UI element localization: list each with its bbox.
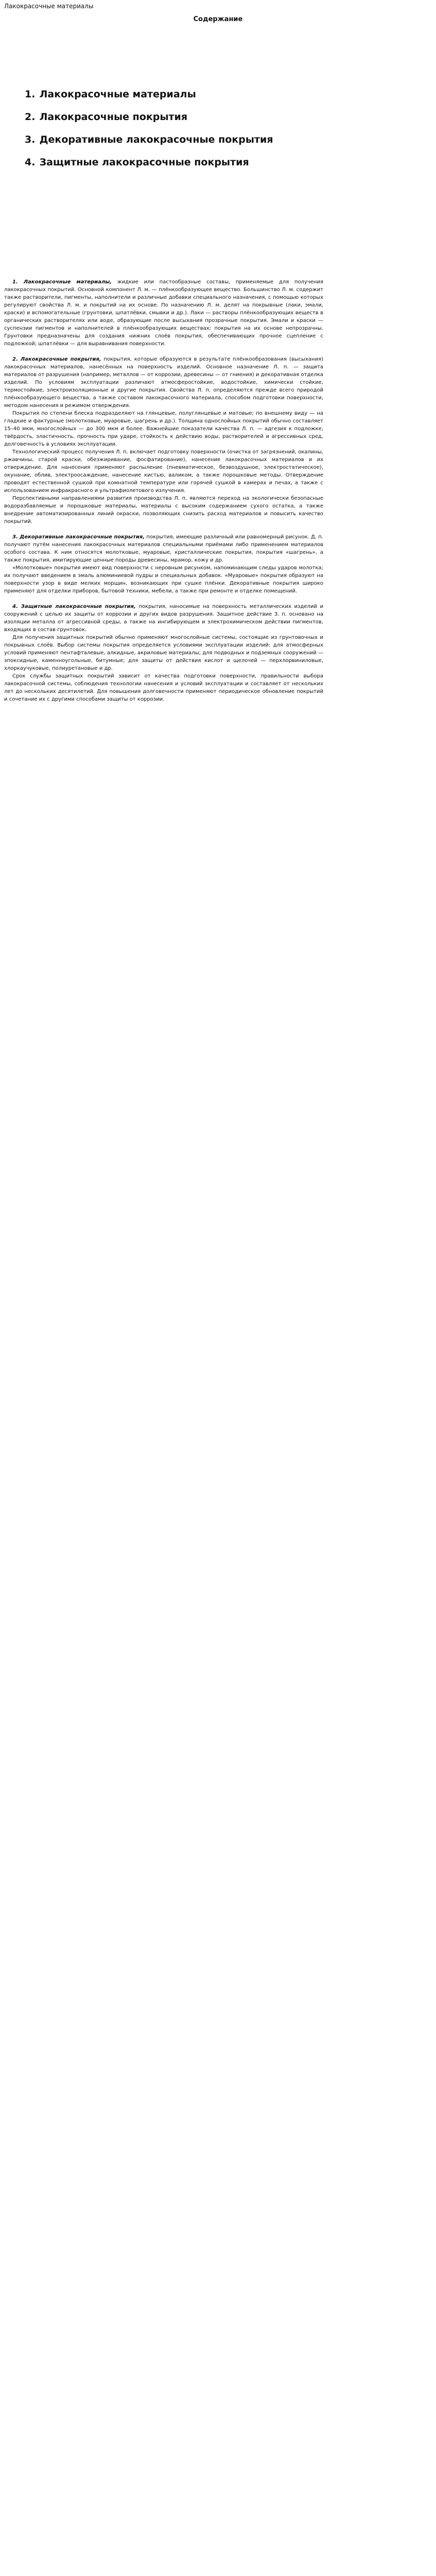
section-4-paragraph	[4, 603, 323, 634]
toc-item-label: Лакокрасочные материалы	[39, 89, 196, 100]
toc-item	[25, 88, 292, 101]
toc-item-number: 2.	[25, 111, 36, 123]
section-1-paragraph	[4, 278, 323, 348]
page-header-title: Лакокрасочные материалы	[4, 3, 94, 10]
toc-item-label: Декоративные лакокрасочные покрытия	[39, 134, 273, 145]
section-3-paragraph-2: «Молотковые» покрытия имеют вид поверхности с неровным рисунком, напоминающим следы ударов молотка; их получают введением в эмаль алюминиевой пудры и специальных добавок. «Муаровые» покрытия образуют на поверхности узор в виде мелких морщин, возникающих при сушке плёнки. Декоративные покрытия широко применяют для отделки приборов, бытовой техники, мебели, а также при ремонте и отделке помещений.	[4, 565, 323, 594]
section-4-lead: 4. Защитные лакокрасочные покрытия,	[12, 604, 136, 609]
section-4-text: покрытия, наносимые на поверхность металлических изделий и сооружений с целью их защиты от коррозии и других видов разрушения. Защитное действие З. п. основано на изоляции металла от агрессивной среды, а также на ингибирующем и электрохимическом действии пигментов, входящих в состав грунтовок.	[4, 604, 323, 633]
section-2-paragraph-3: Технологический процесс получения Л. п. включает подготовку поверхности (очистка от загрязнений, окалины, ржавчины, старой краски, обезжиривание, фосфатирование), нанесение лакокрасочных материалов и их отверждение. Для нанесения применяют распыление (пневматическое, безвоздушное, электростатическое), окунание, облив, электроосаждение, нанесение кистью, валиком, а также порошковые методы. Отверждение проводят естественной сушкой при комнатной температуре или горячей сушкой в камерах и печах, а также с использованием инфракрасного и ультрафиолетового излучения.	[4, 449, 323, 494]
document-body	[4, 278, 323, 703]
section-3-lead: 3. Декоративные лакокрасочные покрытия,	[12, 534, 145, 540]
section-3-text: покрытия, имеющие различный или равномерный рисунок. Д. п. получают путём нанесения лакокрасочных материалов специальными приёмами либо применением материалов особого состава. К ним относятся молотковые, муаровые, кристаллические покрытия, покрытия «шагрень», а также покрытия, имитирующие ценные породы древесины, мрамор, кожу и др.	[4, 534, 323, 563]
section-2-paragraph	[4, 355, 323, 410]
section-2-lead: 2. Лакокрасочные покрытия,	[12, 357, 101, 362]
section-3-paragraph	[4, 533, 323, 564]
toc-item	[25, 133, 292, 146]
toc-item	[25, 110, 292, 124]
toc-item-label: Защитные лакокрасочные покрытия	[39, 157, 249, 168]
section-2-paragraph-4: Перспективными направлениями развития производства Л. п. являются переход на экологически безопасные водоразбавляемые и порошковые материалы, материалы с высоким содержанием сухого остатка, а также внедрение автоматизированных линий окраски, позволяющих снизить расход материалов и повысить качество покрытий.	[4, 496, 323, 524]
section-2-text: покрытия, которые образуются в результате плёнкообразования (высыхания) лакокрасочных материалов, нанесённых на поверхность изделий. Основное назначение Л. п. — защита материалов от разрушения (например, металлов — от коррозии, древесины — от гниения) и декоративная отделка изделий. По условиям эксплуатации различают атмосферостойкие, водостойкие, химически стойкие, термостойкие, электроизоляционные и другие покрытия. Свойства Л. п. определяются прежде всего природой плёнкообразующего вещества, а также составом лакокрасочного материала, способом подготовки поверхности, методом нанесения и режимом отверждения.	[4, 357, 324, 409]
section-4-paragraph-3: Срок службы защитных покрытий зависит от качества подготовки поверхности, правильности выбора лакокрасочной системы, соблюдения технологии нанесения и условий эксплуатации и составляет от нескольких лет до нескольких десятилетий. Для повышения долговечности применяют периодическое обновление покрытий и сочетание их с другими способами защиты от коррозии.	[4, 673, 323, 702]
section-4-paragraph-2: Для получения защитных покрытий обычно применяют многослойные системы, состоящие из грунтовочных и покрывных слоёв. Выбор системы покрытия определяется условиями эксплуатации изделий: для атмосферных условий применяют пентафталевые, алкидные, акриловые материалы; для подводных и подземных сооружений — эпоксидные, каменноугольные, битумные; для защиты от действия кислот и щелочей — перхлорвиниловые, хлоркаучуковые, полиуретановые и др.	[4, 635, 323, 671]
toc-item-number: 4.	[25, 157, 36, 168]
section-1-text: жидкие или пастообразные составы, применяемые для получения лакокрасочных покрытий. Основной компонент Л. м. — плёнкообразующее вещество. Большинство Л. м. содержит также растворители, пигменты, наполнители и различные добавки специального назначения, с помощью которых регулируют свойства Л. м. и покрытий на их основе. По назначению Л. м. делят на покрывные (лаки, эмали, краски) и вспомогательные (грунтовки, шпатлёвки, смывки и др.). Лаки — растворы плёнкообразующих веществ в органических растворителях или воде, образующие после высыхания прозрачные покрытия. Эмали и краски — суспензии пигментов и наполнителей в плёнкообразующих веществах; покрытия на их основе непрозрачны. Грунтовки предназначены для создания нижних слоёв покрытия, обеспечивающих прочное сцепление с подложкой; шпатлёвки — для выравнивания поверхности.	[4, 279, 323, 347]
toc-item-number: 1.	[25, 89, 36, 100]
toc-item-label: Лакокрасочные покрытия	[39, 111, 188, 123]
section-1-lead: 1. Лакокрасочные материалы,	[12, 279, 112, 285]
toc-item	[25, 156, 292, 169]
toc-title: Содержание	[193, 15, 243, 23]
table-of-contents	[25, 88, 292, 178]
toc-item-number: 3.	[25, 134, 36, 145]
section-2-paragraph-2: Покрытия по степени блеска подразделяют на глянцевые, полуглянцевые и матовые; по внешнему виду — на гладкие и фактурные (молотковые, муаровые, шагрень и др.). Толщина однослойных покрытий обычно составляет 15–40 мкм, многослойных — до 300 мкм и более. Важнейшие показатели качества Л. п. — адгезия к подложке, твёрдость, эластичность, прочность при ударе, стойкость к действию воды, растворителей и агрессивных сред, долговечность в условиях эксплуатации.	[4, 411, 323, 447]
